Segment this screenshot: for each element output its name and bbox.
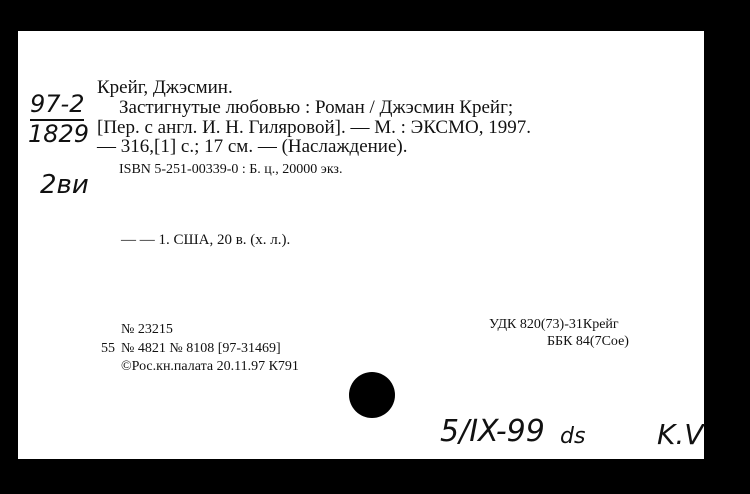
subject-line: — — 1. США, 20 в. (х. л.). <box>121 232 291 248</box>
author-heading: Крейг, Джэсмин. <box>97 77 233 98</box>
bbk-code: ББК 84(7Сое) <box>547 334 629 349</box>
description-line-1: Застигнутые любовью : Роман / Джэсмин Крейг; <box>119 97 514 118</box>
shelf-mark-top: 97-2 <box>30 90 85 118</box>
handwritten-date: 5/IX-99 <box>440 414 545 449</box>
isbn-line: ISBN 5-251-00339-0 : Б. ц., 20000 экз. <box>119 162 343 177</box>
number-line-3: ©Рос.кн.палата 20.11.97 К791 <box>121 359 299 374</box>
number-line-2-prefix: 55 <box>101 341 115 356</box>
handwritten-initials: 2ви <box>40 170 89 200</box>
handwritten-corner-initials: K.V <box>657 418 704 451</box>
punch-hole <box>349 372 395 418</box>
number-line-2: № 4821 № 8108 [97-31469] <box>121 341 281 356</box>
description-line-2: [Пер. с англ. И. Н. Гиляровой]. — М. : ЭКСМО, 1997. <box>97 117 531 138</box>
number-line-1: № 23215 <box>121 322 173 337</box>
description-line-3: — 316,[1] с.; 17 см. — (Наслаждение). <box>97 136 408 157</box>
shelf-mark-bottom: 1829 <box>28 120 90 148</box>
handwritten-date-suffix: ds <box>560 424 586 449</box>
udk-code: УДК 820(73)-31Крейг <box>489 317 619 332</box>
